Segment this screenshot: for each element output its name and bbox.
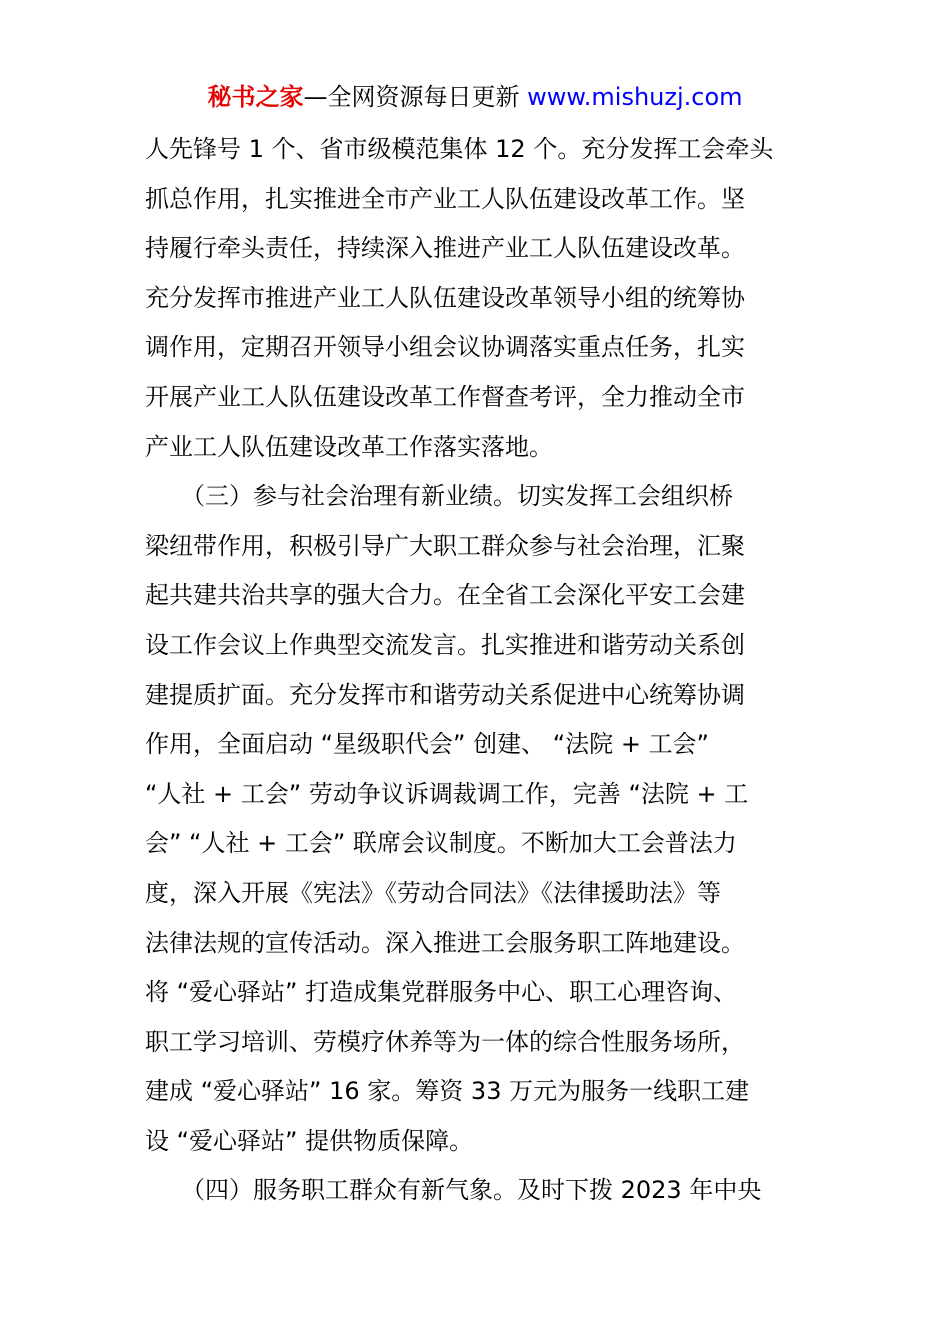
text-line: 梁纽带作用，积极引导广大职工群众参与社会治理，汇聚	[145, 531, 745, 560]
site-header	[0, 80, 950, 114]
text-line: 抓总作用，扎实推进全市产业工人队伍建设改革工作。坚	[145, 184, 745, 213]
text-line: 调作用，定期召开领导小组会议协调落实重点任务，扎实	[145, 333, 745, 362]
site-brand: 秘书之家	[207, 83, 304, 111]
text-line: 产业工人队伍建设改革工作落实落地。	[145, 432, 553, 461]
text-line: 设工作会议上作典型交流发言。扎实推进和谐劳动关系创	[145, 630, 745, 659]
text-line: 会” “人社 + 工会” 联席会议制度。不断加大工会普法力	[145, 829, 737, 858]
site-tagline: —全网资源每日更新	[303, 83, 528, 111]
text-line: “人社 + 工会” 劳动争议诉调裁调工作，完善 “法院 + 工	[145, 779, 749, 808]
text-line: 职工学习培训、劳模疗休养等为一体的综合性服务场所，	[145, 1027, 745, 1056]
document-body	[145, 125, 810, 1216]
text-line: 人先锋号 1 个、省市级模范集体 12 个。充分发挥工会牵头	[145, 135, 774, 163]
text-line: 持履行牵头责任，持续深入推进产业工人队伍建设改革。	[145, 234, 745, 263]
text-line: 建提质扩面。充分发挥市和谐劳动关系促进中心统筹协调	[145, 680, 745, 709]
section-heading-line: （三）参与社会治理有新业绩。切实发挥工会组织桥	[145, 482, 733, 511]
text-line: 作用，全面启动 “星级职代会” 创建、 “法院 + 工会”	[145, 730, 709, 759]
text-line: 设 “爱心驿站” 提供物质保障。	[145, 1126, 474, 1155]
site-url-link[interactable]: www.mishuzj.com	[527, 83, 743, 111]
text-line: 充分发挥市推进产业工人队伍建设改革领导小组的统筹协	[145, 283, 745, 312]
text-line: 将 “爱心驿站” 打造成集党群服务中心、职工心理咨询、	[145, 978, 738, 1007]
text-line: 度，深入开展《宪法》《劳动合同法》《法律援助法》等	[145, 878, 721, 907]
text-line: 起共建共治共享的强大合力。在全省工会深化平安工会建	[145, 581, 745, 610]
section-heading-line: （四）服务职工群众有新气象。及时下拨 2023 年中央	[145, 1176, 762, 1205]
text-line: 建成 “爱心驿站” 16 家。筹资 33 万元为服务一线职工建	[145, 1077, 750, 1106]
text-line: 法律法规的宣传活动。深入推进工会服务职工阵地建设。	[145, 928, 745, 957]
text-line: 开展产业工人队伍建设改革工作督查考评，全力推动全市	[145, 382, 745, 411]
